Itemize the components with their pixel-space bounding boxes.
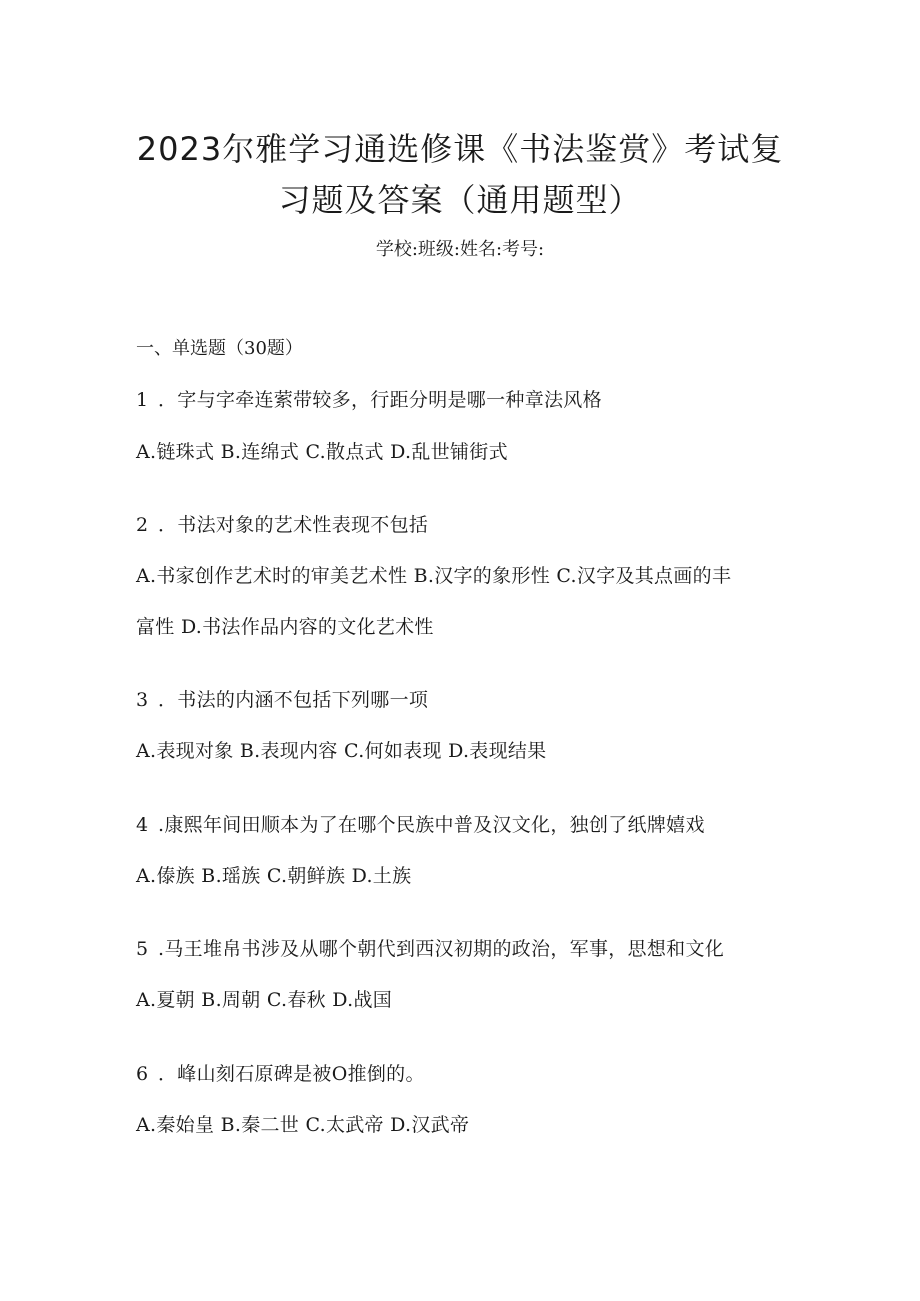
student-info-line: 学校:班级:姓名:考号: bbox=[375, 239, 545, 260]
question-3-stem bbox=[136, 685, 428, 712]
question-4-stem bbox=[136, 810, 705, 837]
question-text: .康熙年间田顺本为了在哪个民族中普及汉文化，独创了纸牌嬉戏 bbox=[158, 814, 705, 836]
question-number: 5 bbox=[136, 938, 149, 960]
question-6-options: A.秦始皇 B.秦二世 C.太武帝 D.汉武帝 bbox=[136, 1114, 470, 1136]
question-6-stem bbox=[136, 1059, 425, 1086]
section-heading: 一、单选题（30题） bbox=[136, 338, 303, 359]
question-text: .马王堆帛书涉及从哪个朝代到西汉初期的政治，军事，思想和文化 bbox=[158, 938, 725, 960]
question-number: 1 bbox=[136, 389, 149, 411]
question-5-stem bbox=[136, 934, 724, 961]
question-4-options: A.傣族 B.瑶族 C.朝鲜族 D.土族 bbox=[136, 865, 412, 887]
document-title-line-2: 习题及答案（通用题型） bbox=[278, 181, 642, 219]
question-text: ．字与字牵连萦带较多，行距分明是哪一种章法风格 bbox=[158, 389, 602, 411]
question-text: ．峰山刻石原碑是被O推倒的。 bbox=[158, 1063, 425, 1085]
question-number: 3 bbox=[136, 689, 149, 711]
question-5-options: A.夏朝 B.周朝 C.春秋 D.战国 bbox=[136, 989, 393, 1011]
question-3-options: A.表现对象 B.表现内容 C.何如表现 D.表现结果 bbox=[136, 740, 547, 762]
question-2-stem bbox=[136, 510, 428, 537]
question-number: 4 bbox=[136, 814, 149, 836]
question-number: 2 bbox=[136, 514, 149, 536]
document-title-line-1: 2023尔雅学习通选修课《书法鉴赏》考试复 bbox=[136, 130, 784, 168]
question-1-options: A.链珠式 B.连绵式 C.散点式 D.乱世铺街式 bbox=[136, 441, 508, 463]
question-text: ．书法对象的艺术性表现不包括 bbox=[158, 514, 429, 536]
question-1-stem bbox=[136, 385, 602, 412]
question-2-options-line-1: A.书家创作艺术时的审美艺术性 B.汉字的象形性 C.汉字及其点画的丰 bbox=[136, 565, 732, 587]
question-number: 6 bbox=[136, 1063, 149, 1085]
question-text: ．书法的内涵不包括下列哪一项 bbox=[158, 689, 429, 711]
question-2-options-line-2: 富性 D.书法作品内容的文化艺术性 bbox=[136, 616, 434, 638]
